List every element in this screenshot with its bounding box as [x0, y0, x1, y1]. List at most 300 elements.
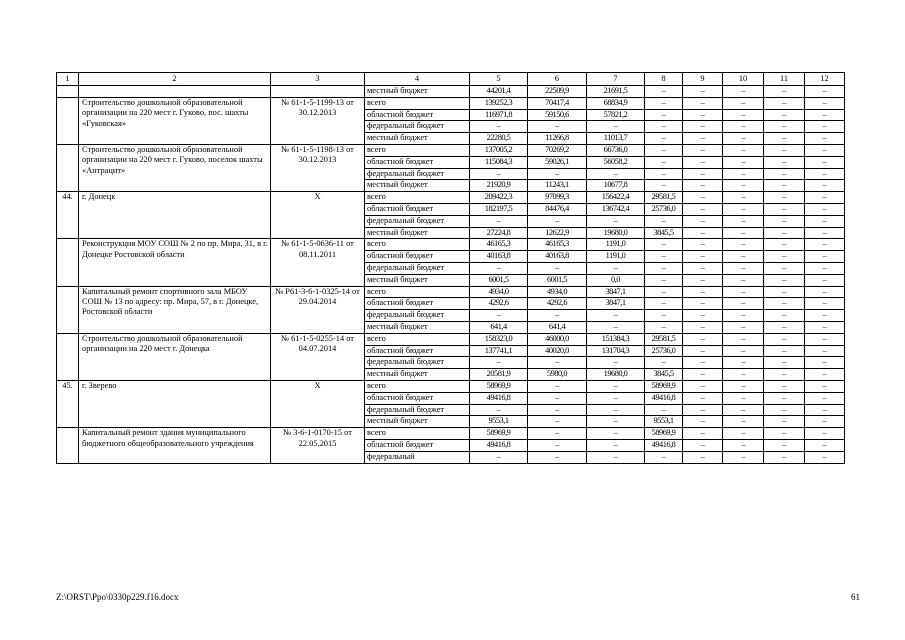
- amount-cell: 40163,8: [470, 251, 528, 263]
- amount-cell: –: [683, 192, 723, 204]
- amount-cell: –: [587, 404, 645, 416]
- column-header: 4: [365, 73, 470, 86]
- amount-cell: 4292,6: [528, 298, 587, 310]
- amount-cell: –: [764, 251, 805, 263]
- amount-cell: –: [645, 121, 683, 133]
- amount-cell: –: [764, 357, 805, 369]
- amount-cell: 49416,8: [645, 439, 683, 451]
- item-document: № 61-1-5-0636-11 от 08.11.2011: [271, 239, 365, 286]
- amount-cell: –: [683, 97, 723, 109]
- column-header: 5: [470, 73, 528, 86]
- amount-cell: –: [683, 416, 723, 428]
- funding-source: всего: [365, 380, 470, 392]
- amount-cell: –: [805, 321, 845, 333]
- page-number: 61: [851, 592, 860, 602]
- amount-cell: –: [805, 144, 845, 156]
- amount-cell: –: [723, 345, 764, 357]
- item-name: Строительство дошкольной образовательной организации на 220 мест г. Гуково, пос. шахты «Гуковская»: [79, 97, 271, 144]
- amount-cell: 97099,3: [528, 192, 587, 204]
- amount-cell: –: [764, 298, 805, 310]
- item-document: № 61-1-5-1199-13 от 30.12.2013: [271, 97, 365, 144]
- amount-cell: –: [470, 357, 528, 369]
- item-name: Реконструкция МОУ СОШ № 2 по пр. Мира, 31, в г. Донецке Ростовской области: [79, 239, 271, 286]
- amount-cell: 57821,2: [587, 109, 645, 121]
- amount-cell: –: [645, 404, 683, 416]
- funding-source: всего: [365, 144, 470, 156]
- amount-cell: –: [587, 215, 645, 227]
- item-name: [79, 86, 271, 98]
- amount-cell: –: [805, 156, 845, 168]
- amount-cell: –: [683, 227, 723, 239]
- amount-cell: –: [528, 404, 587, 416]
- amount-cell: –: [805, 168, 845, 180]
- amount-cell: –: [683, 298, 723, 310]
- amount-cell: –: [645, 298, 683, 310]
- amount-cell: –: [683, 156, 723, 168]
- amount-cell: –: [723, 144, 764, 156]
- amount-cell: –: [587, 262, 645, 274]
- amount-cell: –: [723, 380, 764, 392]
- funding-source: федеральный: [365, 451, 470, 463]
- amount-cell: –: [805, 404, 845, 416]
- amount-cell: 4934,0: [470, 286, 528, 298]
- amount-cell: –: [470, 215, 528, 227]
- amount-cell: –: [587, 357, 645, 369]
- funding-source: всего: [365, 333, 470, 345]
- amount-cell: –: [645, 286, 683, 298]
- amount-cell: 1191,0: [587, 251, 645, 263]
- amount-cell: 40163,8: [528, 251, 587, 263]
- amount-cell: 58969,9: [645, 380, 683, 392]
- amount-cell: 10677,8: [587, 180, 645, 192]
- table-row: [57, 333, 845, 345]
- item-document: № 3-6-1-0170-15 от 22.05.2015: [271, 428, 365, 463]
- table-row: [57, 380, 845, 392]
- amount-cell: –: [645, 97, 683, 109]
- amount-cell: –: [683, 274, 723, 286]
- funding-source: местный бюджет: [365, 321, 470, 333]
- amount-cell: –: [805, 439, 845, 451]
- item-number: [57, 333, 79, 380]
- amount-cell: 5980,0: [528, 369, 587, 381]
- amount-cell: 56058,2: [587, 156, 645, 168]
- item-number: [57, 86, 79, 98]
- amount-cell: –: [764, 274, 805, 286]
- amount-cell: –: [723, 392, 764, 404]
- table-row: [57, 286, 845, 298]
- funding-source: местный бюджет: [365, 416, 470, 428]
- amount-cell: 151384,3: [587, 333, 645, 345]
- amount-cell: –: [805, 451, 845, 463]
- amount-cell: 11266,8: [528, 133, 587, 145]
- amount-cell: –: [805, 333, 845, 345]
- amount-cell: –: [470, 168, 528, 180]
- funding-source: федеральный бюджет: [365, 262, 470, 274]
- funding-source: всего: [365, 286, 470, 298]
- funding-source: всего: [365, 97, 470, 109]
- amount-cell: –: [723, 369, 764, 381]
- amount-cell: –: [805, 180, 845, 192]
- amount-cell: –: [723, 239, 764, 251]
- item-number: 45.: [57, 380, 79, 427]
- item-number: [57, 239, 79, 286]
- amount-cell: 29581,5: [645, 333, 683, 345]
- amount-cell: 115084,3: [470, 156, 528, 168]
- amount-cell: –: [764, 215, 805, 227]
- amount-cell: –: [805, 227, 845, 239]
- amount-cell: –: [683, 404, 723, 416]
- amount-cell: 58969,9: [470, 428, 528, 440]
- amount-cell: –: [764, 192, 805, 204]
- amount-cell: 19680,0: [587, 227, 645, 239]
- funding-source: федеральный бюджет: [365, 404, 470, 416]
- amount-cell: –: [723, 215, 764, 227]
- funding-source: областной бюджет: [365, 439, 470, 451]
- amount-cell: –: [805, 203, 845, 215]
- amount-cell: 6001,5: [528, 274, 587, 286]
- funding-source: федеральный бюджет: [365, 121, 470, 133]
- amount-cell: –: [645, 251, 683, 263]
- amount-cell: –: [528, 380, 587, 392]
- column-header: 7: [587, 73, 645, 86]
- amount-cell: –: [645, 451, 683, 463]
- amount-cell: –: [723, 451, 764, 463]
- amount-cell: –: [587, 380, 645, 392]
- item-document: Х: [271, 192, 365, 239]
- amount-cell: –: [764, 97, 805, 109]
- amount-cell: –: [645, 357, 683, 369]
- amount-cell: –: [764, 109, 805, 121]
- amount-cell: –: [723, 286, 764, 298]
- table-row: [57, 97, 845, 109]
- item-number: [57, 97, 79, 144]
- amount-cell: –: [805, 121, 845, 133]
- amount-cell: –: [683, 86, 723, 98]
- amount-cell: –: [683, 251, 723, 263]
- amount-cell: –: [805, 86, 845, 98]
- item-document: № Р61-3-6-1-0325-14 от 29.04.2014: [271, 286, 365, 333]
- item-name: г. Зверево: [79, 380, 271, 427]
- amount-cell: –: [805, 428, 845, 440]
- item-name: Капитальный ремонт здания муниципального бюджетного общеобразовательного учреждения: [79, 428, 271, 463]
- amount-cell: –: [764, 121, 805, 133]
- amount-cell: –: [587, 321, 645, 333]
- item-number: 44.: [57, 192, 79, 239]
- amount-cell: –: [764, 262, 805, 274]
- funding-source: местный бюджет: [365, 227, 470, 239]
- funding-source: федеральный бюджет: [365, 168, 470, 180]
- amount-cell: 25736,0: [645, 345, 683, 357]
- amount-cell: 59150,6: [528, 109, 587, 121]
- item-name: Строительство дошкольной образовательной организации на 220 мест г. Гуково, поселок шахты «Антрацит»: [79, 144, 271, 191]
- funding-source: всего: [365, 239, 470, 251]
- amount-cell: –: [645, 215, 683, 227]
- funding-source: федеральный бюджет: [365, 310, 470, 322]
- amount-cell: –: [723, 310, 764, 322]
- amount-cell: –: [805, 262, 845, 274]
- amount-cell: –: [683, 121, 723, 133]
- funding-source: местный бюджет: [365, 274, 470, 286]
- amount-cell: –: [683, 144, 723, 156]
- amount-cell: 158323,0: [470, 333, 528, 345]
- funding-source: местный бюджет: [365, 133, 470, 145]
- funding-source: областной бюджет: [365, 156, 470, 168]
- amount-cell: –: [723, 416, 764, 428]
- table-row: [57, 192, 845, 204]
- table-row: [57, 86, 845, 98]
- amount-cell: 3845,5: [645, 369, 683, 381]
- amount-cell: –: [683, 310, 723, 322]
- amount-cell: –: [805, 192, 845, 204]
- amount-cell: –: [587, 392, 645, 404]
- amount-cell: –: [805, 251, 845, 263]
- item-document: № 61-1-5-0255-14 от 04.07.2014: [271, 333, 365, 380]
- funding-source: областной бюджет: [365, 392, 470, 404]
- table-row: [57, 144, 845, 156]
- amount-cell: –: [528, 428, 587, 440]
- amount-cell: –: [683, 451, 723, 463]
- table-row: [57, 239, 845, 251]
- amount-cell: –: [528, 121, 587, 133]
- amount-cell: –: [764, 156, 805, 168]
- amount-cell: 9553,1: [645, 416, 683, 428]
- amount-cell: –: [723, 180, 764, 192]
- amount-cell: –: [764, 333, 805, 345]
- column-header: 3: [271, 73, 365, 86]
- funding-source: областной бюджет: [365, 298, 470, 310]
- amount-cell: –: [764, 416, 805, 428]
- item-name: Капитальный ремонт спортивного зала МБОУ СОШ № 13 по адресу: пр. Мира, 57, в г. Донецке, Ростовской области: [79, 286, 271, 333]
- amount-cell: –: [805, 357, 845, 369]
- amount-cell: 19680,0: [587, 369, 645, 381]
- amount-cell: 641,4: [528, 321, 587, 333]
- amount-cell: 44201,4: [470, 86, 528, 98]
- column-header: 2: [79, 73, 271, 86]
- item-name: г. Донецк: [79, 192, 271, 239]
- footer-file-path: Z:\ORST\Ppo\0330p229.f16.docx: [56, 592, 179, 602]
- amount-cell: –: [683, 380, 723, 392]
- funding-source: местный бюджет: [365, 86, 470, 98]
- amount-cell: –: [645, 156, 683, 168]
- amount-cell: –: [764, 168, 805, 180]
- amount-cell: 66736,0: [587, 144, 645, 156]
- funding-source: федеральный бюджет: [365, 215, 470, 227]
- amount-cell: –: [805, 274, 845, 286]
- amount-cell: 4934,0: [528, 286, 587, 298]
- amount-cell: –: [683, 357, 723, 369]
- amount-cell: –: [805, 133, 845, 145]
- amount-cell: 6001,5: [470, 274, 528, 286]
- amount-cell: 49416,8: [470, 439, 528, 451]
- amount-cell: –: [683, 369, 723, 381]
- amount-cell: –: [470, 404, 528, 416]
- amount-cell: –: [764, 227, 805, 239]
- amount-cell: 3845,5: [645, 227, 683, 239]
- amount-cell: –: [587, 121, 645, 133]
- amount-cell: –: [764, 203, 805, 215]
- amount-cell: –: [528, 215, 587, 227]
- funding-source: областной бюджет: [365, 251, 470, 263]
- column-header: 6: [528, 73, 587, 86]
- amount-cell: –: [805, 310, 845, 322]
- amount-cell: –: [683, 321, 723, 333]
- amount-cell: 22509,9: [528, 86, 587, 98]
- funding-source: федеральный бюджет: [365, 357, 470, 369]
- amount-cell: –: [723, 109, 764, 121]
- amount-cell: 58969,9: [470, 380, 528, 392]
- amount-cell: 70417,4: [528, 97, 587, 109]
- amount-cell: –: [764, 144, 805, 156]
- amount-cell: –: [528, 310, 587, 322]
- amount-cell: –: [683, 439, 723, 451]
- amount-cell: –: [723, 298, 764, 310]
- item-document: № 61-1-5-1198-13 от 30.12.2013: [271, 144, 365, 191]
- item-document: Х: [271, 380, 365, 427]
- funding-source: областной бюджет: [365, 345, 470, 357]
- amount-cell: –: [764, 239, 805, 251]
- amount-cell: –: [764, 180, 805, 192]
- item-document: [271, 86, 365, 98]
- amount-cell: –: [723, 203, 764, 215]
- amount-cell: 209422,3: [470, 192, 528, 204]
- amount-cell: 25736,0: [645, 203, 683, 215]
- amount-cell: 29581,5: [645, 192, 683, 204]
- amount-cell: –: [528, 451, 587, 463]
- amount-cell: –: [723, 156, 764, 168]
- amount-cell: –: [683, 239, 723, 251]
- amount-cell: –: [723, 192, 764, 204]
- amount-cell: –: [723, 168, 764, 180]
- amount-cell: –: [723, 333, 764, 345]
- amount-cell: –: [723, 274, 764, 286]
- amount-cell: 3847,1: [587, 286, 645, 298]
- amount-cell: –: [805, 109, 845, 121]
- item-number: [57, 428, 79, 463]
- amount-cell: –: [645, 180, 683, 192]
- amount-cell: –: [764, 439, 805, 451]
- amount-cell: –: [805, 97, 845, 109]
- item-name: Строительство дошкольной образовательной организации на 220 мест г. Донецка: [79, 333, 271, 380]
- column-header: 9: [683, 73, 723, 86]
- funding-source: местный бюджет: [365, 369, 470, 381]
- amount-cell: –: [587, 416, 645, 428]
- amount-cell: –: [528, 439, 587, 451]
- amount-cell: 46165,3: [528, 239, 587, 251]
- amount-cell: –: [805, 369, 845, 381]
- amount-cell: –: [723, 262, 764, 274]
- amount-cell: 1191,0: [587, 239, 645, 251]
- amount-cell: –: [645, 239, 683, 251]
- amount-cell: 84476,4: [528, 203, 587, 215]
- amount-cell: –: [723, 86, 764, 98]
- amount-cell: –: [587, 428, 645, 440]
- amount-cell: –: [470, 121, 528, 133]
- amount-cell: –: [683, 168, 723, 180]
- amount-cell: –: [764, 380, 805, 392]
- funding-source: всего: [365, 428, 470, 440]
- amount-cell: 49416,8: [645, 392, 683, 404]
- amount-cell: –: [805, 392, 845, 404]
- amount-cell: 12622,9: [528, 227, 587, 239]
- amount-cell: –: [470, 310, 528, 322]
- amount-cell: 21691,5: [587, 86, 645, 98]
- amount-cell: –: [587, 168, 645, 180]
- column-header: 12: [805, 73, 845, 86]
- amount-cell: –: [587, 439, 645, 451]
- amount-cell: –: [805, 215, 845, 227]
- amount-cell: –: [764, 133, 805, 145]
- amount-cell: 137005,2: [470, 144, 528, 156]
- amount-cell: –: [645, 144, 683, 156]
- amount-cell: 131704,3: [587, 345, 645, 357]
- amount-cell: –: [528, 416, 587, 428]
- amount-cell: 0,0: [587, 274, 645, 286]
- amount-cell: –: [645, 86, 683, 98]
- amount-cell: –: [683, 203, 723, 215]
- amount-cell: –: [764, 428, 805, 440]
- amount-cell: –: [723, 439, 764, 451]
- amount-cell: –: [645, 109, 683, 121]
- amount-cell: 137741,1: [470, 345, 528, 357]
- column-header: 1: [57, 73, 79, 86]
- column-header: 11: [764, 73, 805, 86]
- amount-cell: 22280,5: [470, 133, 528, 145]
- amount-cell: –: [764, 310, 805, 322]
- amount-cell: 4292,6: [470, 298, 528, 310]
- amount-cell: –: [764, 86, 805, 98]
- amount-cell: –: [764, 404, 805, 416]
- amount-cell: –: [470, 451, 528, 463]
- amount-cell: 21920,9: [470, 180, 528, 192]
- funding-source: областной бюджет: [365, 203, 470, 215]
- amount-cell: 641,4: [470, 321, 528, 333]
- amount-cell: 59026,1: [528, 156, 587, 168]
- amount-cell: –: [805, 298, 845, 310]
- item-number: [57, 144, 79, 191]
- budget-table: [56, 72, 845, 464]
- column-header: 10: [723, 73, 764, 86]
- amount-cell: –: [805, 380, 845, 392]
- amount-cell: 58969,9: [645, 428, 683, 440]
- header-row: [57, 73, 845, 86]
- amount-cell: 136742,4: [587, 203, 645, 215]
- amount-cell: 20581,9: [470, 369, 528, 381]
- amount-cell: –: [683, 262, 723, 274]
- amount-cell: –: [645, 168, 683, 180]
- amount-cell: –: [723, 133, 764, 145]
- amount-cell: –: [764, 321, 805, 333]
- amount-cell: –: [723, 121, 764, 133]
- amount-cell: –: [683, 392, 723, 404]
- amount-cell: 40020,0: [528, 345, 587, 357]
- amount-cell: 70269,2: [528, 144, 587, 156]
- amount-cell: –: [764, 392, 805, 404]
- table-row: [57, 428, 845, 440]
- amount-cell: –: [764, 451, 805, 463]
- amount-cell: –: [723, 97, 764, 109]
- amount-cell: 116971,8: [470, 109, 528, 121]
- amount-cell: –: [723, 404, 764, 416]
- amount-cell: 68834,9: [587, 97, 645, 109]
- amount-cell: –: [645, 321, 683, 333]
- amount-cell: –: [683, 333, 723, 345]
- amount-cell: –: [683, 133, 723, 145]
- amount-cell: 11013,7: [587, 133, 645, 145]
- amount-cell: –: [528, 168, 587, 180]
- amount-cell: 182197,5: [470, 203, 528, 215]
- amount-cell: –: [683, 286, 723, 298]
- amount-cell: 46165,3: [470, 239, 528, 251]
